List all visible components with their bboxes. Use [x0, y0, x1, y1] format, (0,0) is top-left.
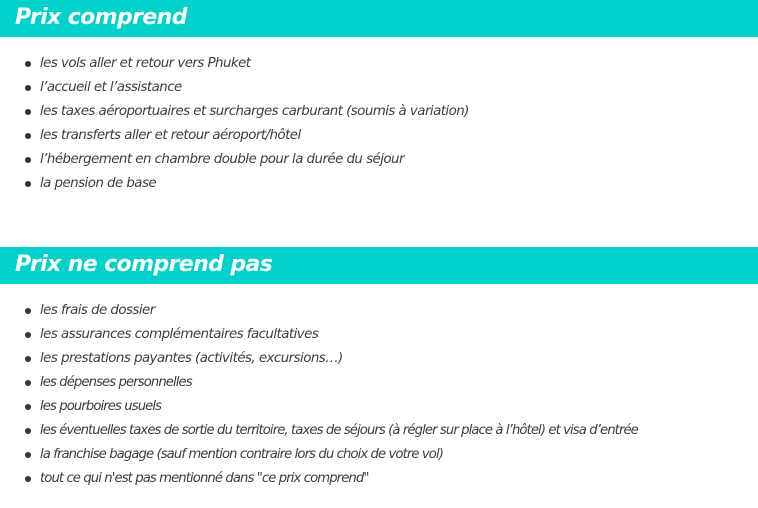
list-item: [0, 347, 638, 371]
excluded-section-title: Prix ne comprend pas: [15, 252, 273, 277]
list-item: [0, 76, 469, 100]
bullet-icon: [25, 428, 31, 434]
list-item: [0, 148, 469, 172]
list-item-text: les transferts aller et retour aéroport/hôtel: [40, 128, 301, 143]
list-item-text: la pension de base: [40, 176, 157, 191]
bullet-icon: [25, 452, 31, 458]
list-item-text: les vols aller et retour vers Phuket: [40, 56, 251, 71]
excluded-section-header: [0, 247, 758, 284]
list-item: [0, 299, 638, 323]
bullet-icon: [25, 109, 31, 115]
list-item-text: les assurances complémentaires facultatives: [40, 327, 319, 342]
list-item-text: la franchise bagage (sauf mention contraire lors du choix de votre vol): [40, 447, 443, 462]
list-item: [0, 419, 638, 443]
list-item-text: les frais de dossier: [40, 303, 155, 318]
list-item-text: l’hébergement en chambre double pour la durée du séjour: [40, 152, 404, 167]
bullet-icon: [25, 332, 31, 338]
bullet-icon: [25, 85, 31, 91]
list-item: [0, 100, 469, 124]
list-item-text: les éventuelles taxes de sortie du territoire, taxes de séjours (à régler sur place à l’hôtel) et visa d’entrée: [40, 423, 638, 438]
list-item: [0, 371, 638, 395]
list-item: [0, 124, 469, 148]
list-item: [0, 443, 638, 467]
bullet-icon: [25, 404, 31, 410]
list-item: [0, 395, 638, 419]
excluded-list: [0, 299, 638, 491]
list-item-text: les pourboires usuels: [40, 399, 162, 414]
bullet-icon: [25, 133, 31, 139]
list-item: [0, 467, 638, 491]
bullet-icon: [25, 380, 31, 386]
list-item-text: tout ce qui n'est pas mentionné dans "ce prix comprend": [40, 471, 369, 486]
list-item: [0, 323, 638, 347]
bullet-icon: [25, 181, 31, 187]
bullet-icon: [25, 157, 31, 163]
bullet-icon: [25, 476, 31, 482]
list-item-text: les taxes aéroportuaires et surcharges carburant (soumis à variation): [40, 104, 469, 119]
included-section-title: Prix comprend: [15, 5, 187, 30]
included-list: [0, 52, 469, 196]
bullet-icon: [25, 308, 31, 314]
list-item-text: l’accueil et l’assistance: [40, 80, 182, 95]
list-item: [0, 172, 469, 196]
bullet-icon: [25, 356, 31, 362]
bullet-icon: [25, 61, 31, 67]
included-section-header: [0, 0, 758, 37]
list-item-text: les dépenses personnelles: [40, 375, 192, 390]
list-item-text: les prestations payantes (activités, excursions…): [40, 351, 343, 366]
list-item: [0, 52, 469, 76]
